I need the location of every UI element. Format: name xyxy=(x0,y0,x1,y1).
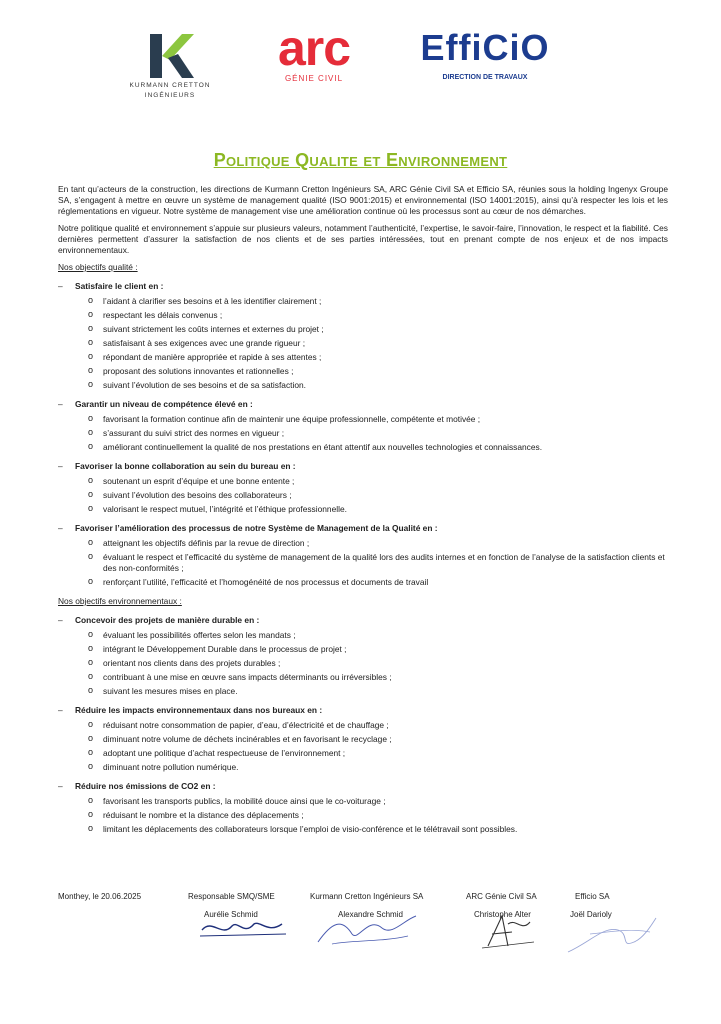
kc-logo-line1: KURMANN CRETTON xyxy=(129,82,211,89)
list-item xyxy=(58,720,668,731)
environment-item-list xyxy=(58,630,668,697)
list-item xyxy=(58,824,668,835)
list-item-text: intégrant le Développement Durable dans le processus de projet ; xyxy=(103,644,347,654)
environment-section-title-text: Réduire les impacts environnementaux dans nos bureaux en : xyxy=(75,705,323,715)
signatory-role-4: Efficio SA xyxy=(575,892,610,901)
list-item-text: orientant nos clients dans des projets durables ; xyxy=(103,658,281,668)
quality-section-title xyxy=(58,523,668,534)
list-item-text: diminuant notre volume de déchets incinérables et en favorisant le recyclage ; xyxy=(103,734,392,744)
dash-bullet-icon: – xyxy=(58,615,63,625)
signatory-name-2: Alexandre Schmid xyxy=(338,910,403,919)
dash-bullet-icon: – xyxy=(58,281,63,291)
circle-bullet-icon: o xyxy=(88,809,94,819)
environment-section-title-text: Concevoir des projets de manière durable en : xyxy=(75,615,260,625)
list-item-text: renforçant l’utilité, l’efficacité et l’homogénéité de nos processus et documents de travail xyxy=(103,577,429,587)
quality-objectives xyxy=(58,281,668,588)
circle-bullet-icon: o xyxy=(88,295,94,305)
quality-section-title xyxy=(58,399,668,410)
list-item xyxy=(58,476,668,487)
signature-1 xyxy=(198,912,288,942)
signatory-role-1: Responsable SMQ/SME xyxy=(188,892,275,901)
quality-item-list xyxy=(58,538,668,588)
circle-bullet-icon: o xyxy=(88,685,94,695)
dash-bullet-icon: – xyxy=(58,523,63,533)
signature-2 xyxy=(312,912,422,948)
document-title: Politique Qualite et Environnement xyxy=(213,150,508,170)
circle-bullet-icon: o xyxy=(88,365,94,375)
circle-bullet-icon: o xyxy=(88,351,94,361)
quality-section-title-text: Favoriser la bonne collaboration au sein du bureau en : xyxy=(75,461,296,471)
list-item xyxy=(58,366,668,377)
list-item-text: suivant l’évolution de ses besoins et de sa satisfaction. xyxy=(103,380,306,390)
circle-bullet-icon: o xyxy=(88,427,94,437)
arc-genie-civil-logo xyxy=(258,22,370,83)
list-item xyxy=(58,504,668,515)
list-item xyxy=(58,310,668,321)
circle-bullet-icon: o xyxy=(88,747,94,757)
list-item-text: réduisant le nombre et la distance des déplacements ; xyxy=(103,810,304,820)
list-item xyxy=(58,577,668,588)
circle-bullet-icon: o xyxy=(88,761,94,771)
efficio-logo-word: EffiCiO xyxy=(420,27,550,68)
list-item-text: atteignant les objectifs définis par la revue de direction ; xyxy=(103,538,310,548)
dash-bullet-icon: – xyxy=(58,461,63,471)
list-item-text: l’aidant à clarifier ses besoins et à les identifier clairement ; xyxy=(103,296,322,306)
intro-paragraph-2: Notre politique qualité et environnement s’appuie sur plusieurs valeurs, notamment l’authenticité, l’expertise, le savoir-faire, l’innovation, le respect et la fiabilité. Ces dernières permettent d’assurer la satisfaction de nos clients et de ses parties intéressées, tout en prenant compte de nos enjeux et de nos impacts environnementaux. xyxy=(58,223,668,255)
list-item xyxy=(58,686,668,697)
circle-bullet-icon: o xyxy=(88,309,94,319)
circle-bullet-icon: o xyxy=(88,719,94,729)
quality-item-list xyxy=(58,414,668,453)
circle-bullet-icon: o xyxy=(88,537,94,547)
list-item-text: suivant les mesures mises en place. xyxy=(103,686,238,696)
place-date: Monthey, le 20.06.2025 xyxy=(58,892,142,901)
list-item xyxy=(58,672,668,683)
list-item-text: favorisant la formation continue afin de maintenir une équipe professionnelle, compétente et motivée ; xyxy=(103,414,481,424)
dash-bullet-icon: – xyxy=(58,705,63,715)
circle-bullet-icon: o xyxy=(88,671,94,681)
circle-bullet-icon: o xyxy=(88,441,94,451)
list-item xyxy=(58,352,668,363)
list-item xyxy=(58,748,668,759)
signature-4 xyxy=(560,912,660,956)
arc-logo-sub: GÉNIE CIVIL xyxy=(284,74,344,83)
kc-logo-mark xyxy=(144,26,196,80)
list-item-text: améliorant continuellement la qualité de nos prestations en étant attentif aux nouvelles technologies et connaissances. xyxy=(103,442,543,452)
environment-objectives xyxy=(58,615,668,835)
list-item-text: répondant de manière appropriée et rapide à ses attentes ; xyxy=(103,352,322,362)
list-item xyxy=(58,644,668,655)
signature-3 xyxy=(478,912,538,952)
list-item xyxy=(58,796,668,807)
signatory-role-2: Kurmann Cretton Ingénieurs SA xyxy=(310,892,424,901)
signatory-role-3: ARC Génie Civil SA xyxy=(466,892,537,901)
list-item-text: limitant les déplacements des collaborateurs lorsque l’emploi de visio-conférence et le télétravail sont possibles. xyxy=(103,824,518,834)
intro-paragraph-1: En tant qu’acteurs de la construction, les directions de Kurmann Cretton Ingénieurs SA, ARC Génie Civil SA et Efficio SA, réunies sous la holding Ingenyx Groupe SA, s’engagent à mettre en œuvre un système de management qualité (ISO 9001:2015) et environnemental (ISO 14001:2015), ainsi qu’à respecter les lois et les réglementations en vigueur. Notre système de management vise une amélioration continue où les processus sont au cœur de nos démarches. xyxy=(58,184,668,216)
circle-bullet-icon: o xyxy=(88,413,94,423)
list-item xyxy=(58,762,668,773)
list-item-text: évaluant les possibilités offertes selon les mandats ; xyxy=(103,630,296,640)
document-body xyxy=(58,184,668,843)
list-item-text: s’assurant du suivi strict des normes en vigueur ; xyxy=(103,428,285,438)
list-item xyxy=(58,296,668,307)
list-item-text: proposant des solutions innovantes et rationnelles ; xyxy=(103,366,294,376)
environment-section-title-text: Réduire nos émissions de CO2 en : xyxy=(75,781,216,791)
list-item xyxy=(58,414,668,425)
list-item xyxy=(58,338,668,349)
circle-bullet-icon: o xyxy=(88,657,94,667)
list-item-text: contribuant à une mise en œuvre sans impacts déterminants ou irréversibles ; xyxy=(103,672,392,682)
circle-bullet-icon: o xyxy=(88,629,94,639)
environment-item-list xyxy=(58,796,668,835)
environment-section-title xyxy=(58,781,668,792)
list-item-text: valorisant le respect mutuel, l’intégrité et l’éthique professionnelle. xyxy=(103,504,347,514)
list-item xyxy=(58,810,668,821)
list-item-text: évaluant le respect et l’efficacité du système de management de la qualité lors des audits internes et en fonction de l’analyse de la satisfaction clients et des non-conformités ; xyxy=(103,552,665,573)
environment-item-list xyxy=(58,720,668,773)
list-item xyxy=(58,428,668,439)
list-item xyxy=(58,734,668,745)
environment-objectives-heading: Nos objectifs environnementaux : xyxy=(58,596,182,606)
list-item xyxy=(58,552,668,574)
quality-section-title-text: Garantir un niveau de compétence élevé en : xyxy=(75,399,253,409)
quality-item-list xyxy=(58,476,668,515)
quality-item-list xyxy=(58,296,668,391)
circle-bullet-icon: o xyxy=(88,576,94,586)
environment-section-title xyxy=(58,705,668,716)
circle-bullet-icon: o xyxy=(88,795,94,805)
list-item xyxy=(58,658,668,669)
quality-section-title-text: Satisfaire le client en : xyxy=(75,281,164,291)
list-item-text: favorisant les transports publics, la mobilité douce ainsi que le co-voiturage ; xyxy=(103,796,386,806)
circle-bullet-icon: o xyxy=(88,823,94,833)
list-item-text: satisfaisant à ses exigences avec une grande rigueur ; xyxy=(103,338,306,348)
list-item-text: respectant les délais convenus ; xyxy=(103,310,223,320)
kc-logo-line2: INGÉNIEURS xyxy=(144,92,196,99)
quality-section-title-text: Favoriser l’amélioration des processus de notre Système de Management de la Qualité en : xyxy=(75,523,438,533)
list-item-text: réduisant notre consommation de papier, d’eau, d’électricité et de chauffage ; xyxy=(103,720,389,730)
list-item-text: soutenant un esprit d’équipe et une bonne entente ; xyxy=(103,476,295,486)
circle-bullet-icon: o xyxy=(88,475,94,485)
efficio-logo-sub: DIRECTION DE TRAVAUX xyxy=(442,74,528,81)
list-item xyxy=(58,630,668,641)
circle-bullet-icon: o xyxy=(88,503,94,513)
circle-bullet-icon: o xyxy=(88,551,94,561)
list-item-text: adoptant une politique d’achat respectueuse de l’environnement ; xyxy=(103,748,346,758)
list-item xyxy=(58,490,668,501)
dash-bullet-icon: – xyxy=(58,399,63,409)
dash-bullet-icon: – xyxy=(58,781,63,791)
list-item xyxy=(58,442,668,453)
efficio-logo xyxy=(418,26,552,81)
environment-section-title xyxy=(58,615,668,626)
list-item xyxy=(58,380,668,391)
signatory-name-3: Christophe Alter xyxy=(474,910,531,919)
list-item xyxy=(58,538,668,549)
circle-bullet-icon: o xyxy=(88,323,94,333)
arc-logo-word: arc xyxy=(277,20,351,76)
circle-bullet-icon: o xyxy=(88,643,94,653)
circle-bullet-icon: o xyxy=(88,337,94,347)
quality-objectives-heading: Nos objectifs qualité : xyxy=(58,262,138,272)
signatory-name-4: Joël Darioly xyxy=(570,910,612,919)
kurmann-cretton-logo xyxy=(122,26,218,100)
list-item-text: suivant l’évolution des besoins des collaborateurs ; xyxy=(103,490,292,500)
list-item xyxy=(58,324,668,335)
circle-bullet-icon: o xyxy=(88,379,94,389)
signatory-name-1: Aurélie Schmid xyxy=(204,910,258,919)
quality-section-title xyxy=(58,281,668,292)
quality-section-title xyxy=(58,461,668,472)
list-item-text: diminuant notre pollution numérique. xyxy=(103,762,239,772)
list-item-text: suivant strictement les coûts internes et externes du projet ; xyxy=(103,324,324,334)
circle-bullet-icon: o xyxy=(88,489,94,499)
circle-bullet-icon: o xyxy=(88,733,94,743)
